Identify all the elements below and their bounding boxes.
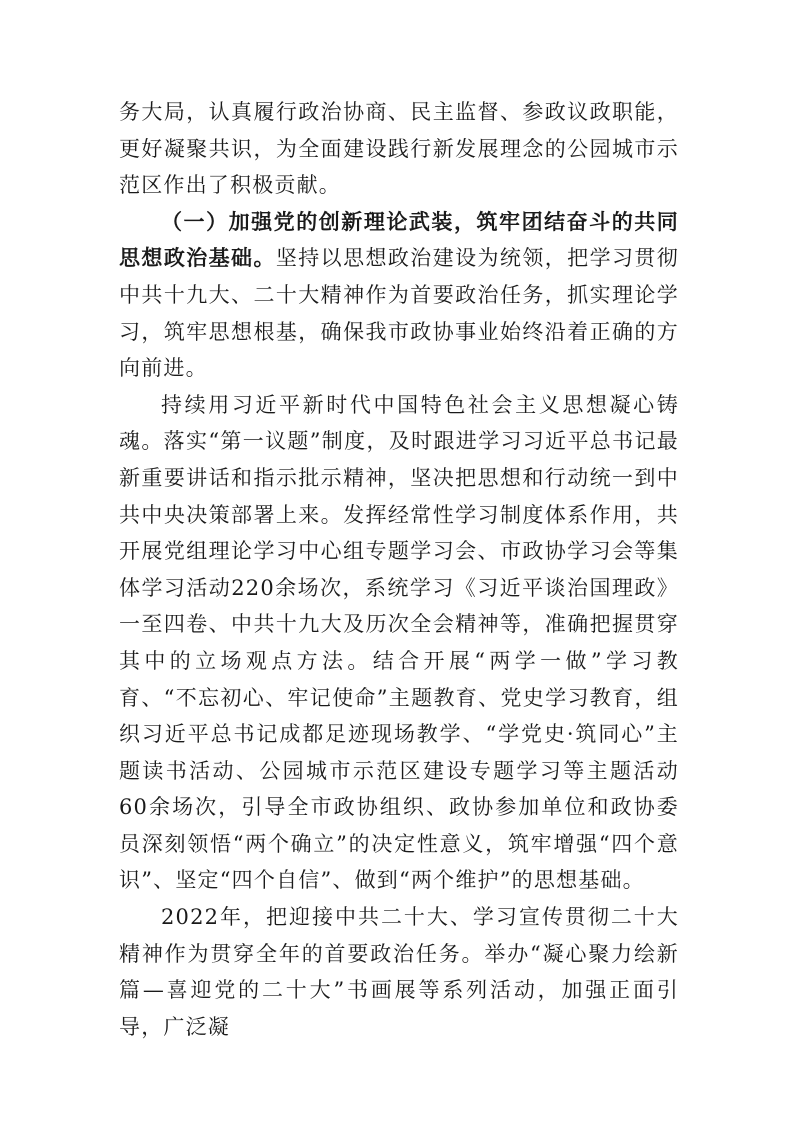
paragraph-text: 2022年，把迎接中共二十大、学习宣传贯彻二十大精神作为贯穿全年的首要政治任务。举办“凝心聚力绘新篇—喜迎党的二十大”书画展等系列活动，加强正面引导，广泛凝 [119, 905, 679, 1039]
section-heading: （一）加强党的创新理论武装，筑牢团结奋斗的共同思想政治基础。 [119, 208, 679, 271]
paragraph-continuation [119, 94, 679, 204]
section-heading-paragraph [119, 204, 679, 387]
document-body [119, 94, 679, 1045]
paragraph-text: 持续用习近平新时代中国特色社会主义思想凝心铸魂。落实“第一议题”制度，及时跟进学习习近平总书记最新重要讲话和指示批示精神，坚决把思想和行动统一到中共中央决策部署上来。发挥经常性学习制度体系作用，共开展党组理论学习中心组专题学习会、市政协学习会等集体学习活动220余场次，系统学习《习近平谈治国理政》一至四卷、中共十九大及历次全会精神等，准确把握贯穿其中的立场观点方法。结合开展“两学一做”学习教育、“不忘初心、牢记使命”主题教育、党史学习教育，组织习近平总书记成都足迹现场教学、“学党史·筑同心”主题读书活动、公园城市示范区建设专题学习等主题活动60余场次，引导全市政协组织、政协参加单位和政协委员深刻领悟“两个确立”的决定性意义，筑牢增强“四个意识”、坚定“四个自信”、做到“两个维护”的思想基础。 [119, 392, 679, 893]
paragraph-text: 坚持以思想政治建设为统领，把学习贯彻中共十九大、二十大精神作为首要政治任务，抓实理论学习，筑牢思想根基，确保我市政协事业始终沿着正确的方向前进。 [119, 246, 679, 381]
paragraph-text: 务大局，认真履行政治协商、民主监督、参政议政职能，更好凝聚共识，为全面建设践行新发展理念的公园城市示范区作出了积极贡献。 [119, 100, 679, 198]
paragraph-theory-study [119, 387, 679, 899]
paragraph-2022 [119, 899, 679, 1045]
